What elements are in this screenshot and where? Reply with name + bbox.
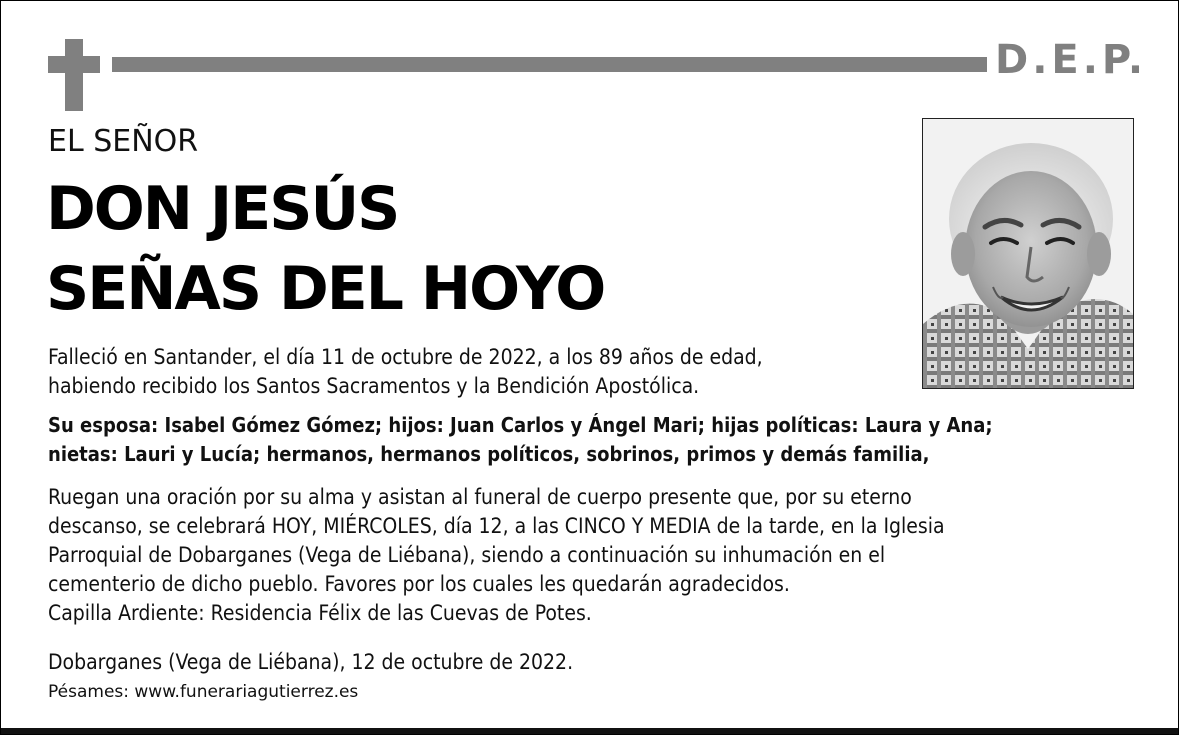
death-notice-paragraph [48,343,763,401]
funeral-paragraph [48,483,945,628]
portrait-photo [922,118,1134,389]
text-line: nietas: Lauri y Lucía; hermanos, hermanos políticos, sobrinos, primos y demás familia, [48,442,930,466]
bottom-rule [1,728,1178,734]
deceased-name-line-2: SEÑAS DEL HOYO [46,254,605,324]
honorific: EL SEÑOR [48,124,199,159]
text-line: Ruegan una oración por su alma y asistan al funeral de cuerpo presente que, por su eterno [48,485,912,509]
text-line: Parroquial de Dobarganes (Vega de Liébana), siendo a continuación su inhumación en el [48,543,886,567]
text-line: descanso, se celebrará HOY, MIÉRCOLES, día 12, a las CINCO Y MEDIA de la tarde, en la Iglesia [48,514,945,538]
place-date [48,648,573,677]
text-line: cementerio de dicho pueblo. Favores por los cuales les quedarán agradecidos. [48,572,790,596]
family-paragraph [48,411,993,469]
dep-label: D.E.P. [995,37,1148,83]
deceased-name-line-1: DON JESÚS [46,174,399,244]
condolences-link[interactable]: Pésames: www.funerariagutierrez.es [48,682,359,702]
text-line: Falleció en Santander, el día 11 de octubre de 2022, a los 89 años de edad, [48,345,763,369]
text-line: Su esposa: Isabel Gómez Gómez; hijos: Juan Carlos y Ángel Mari; hijas políticas: Laura y Ana; [48,413,993,437]
place-date-text: Dobarganes (Vega de Liébana), 12 de octubre de 2022. [48,650,574,674]
text-line: habiendo recibido los Santos Sacramentos y la Bendición Apostólica. [48,374,700,398]
text-line: Capilla Ardiente: Residencia Félix de las Cuevas de Potes. [48,601,592,625]
header-rule [112,57,987,72]
